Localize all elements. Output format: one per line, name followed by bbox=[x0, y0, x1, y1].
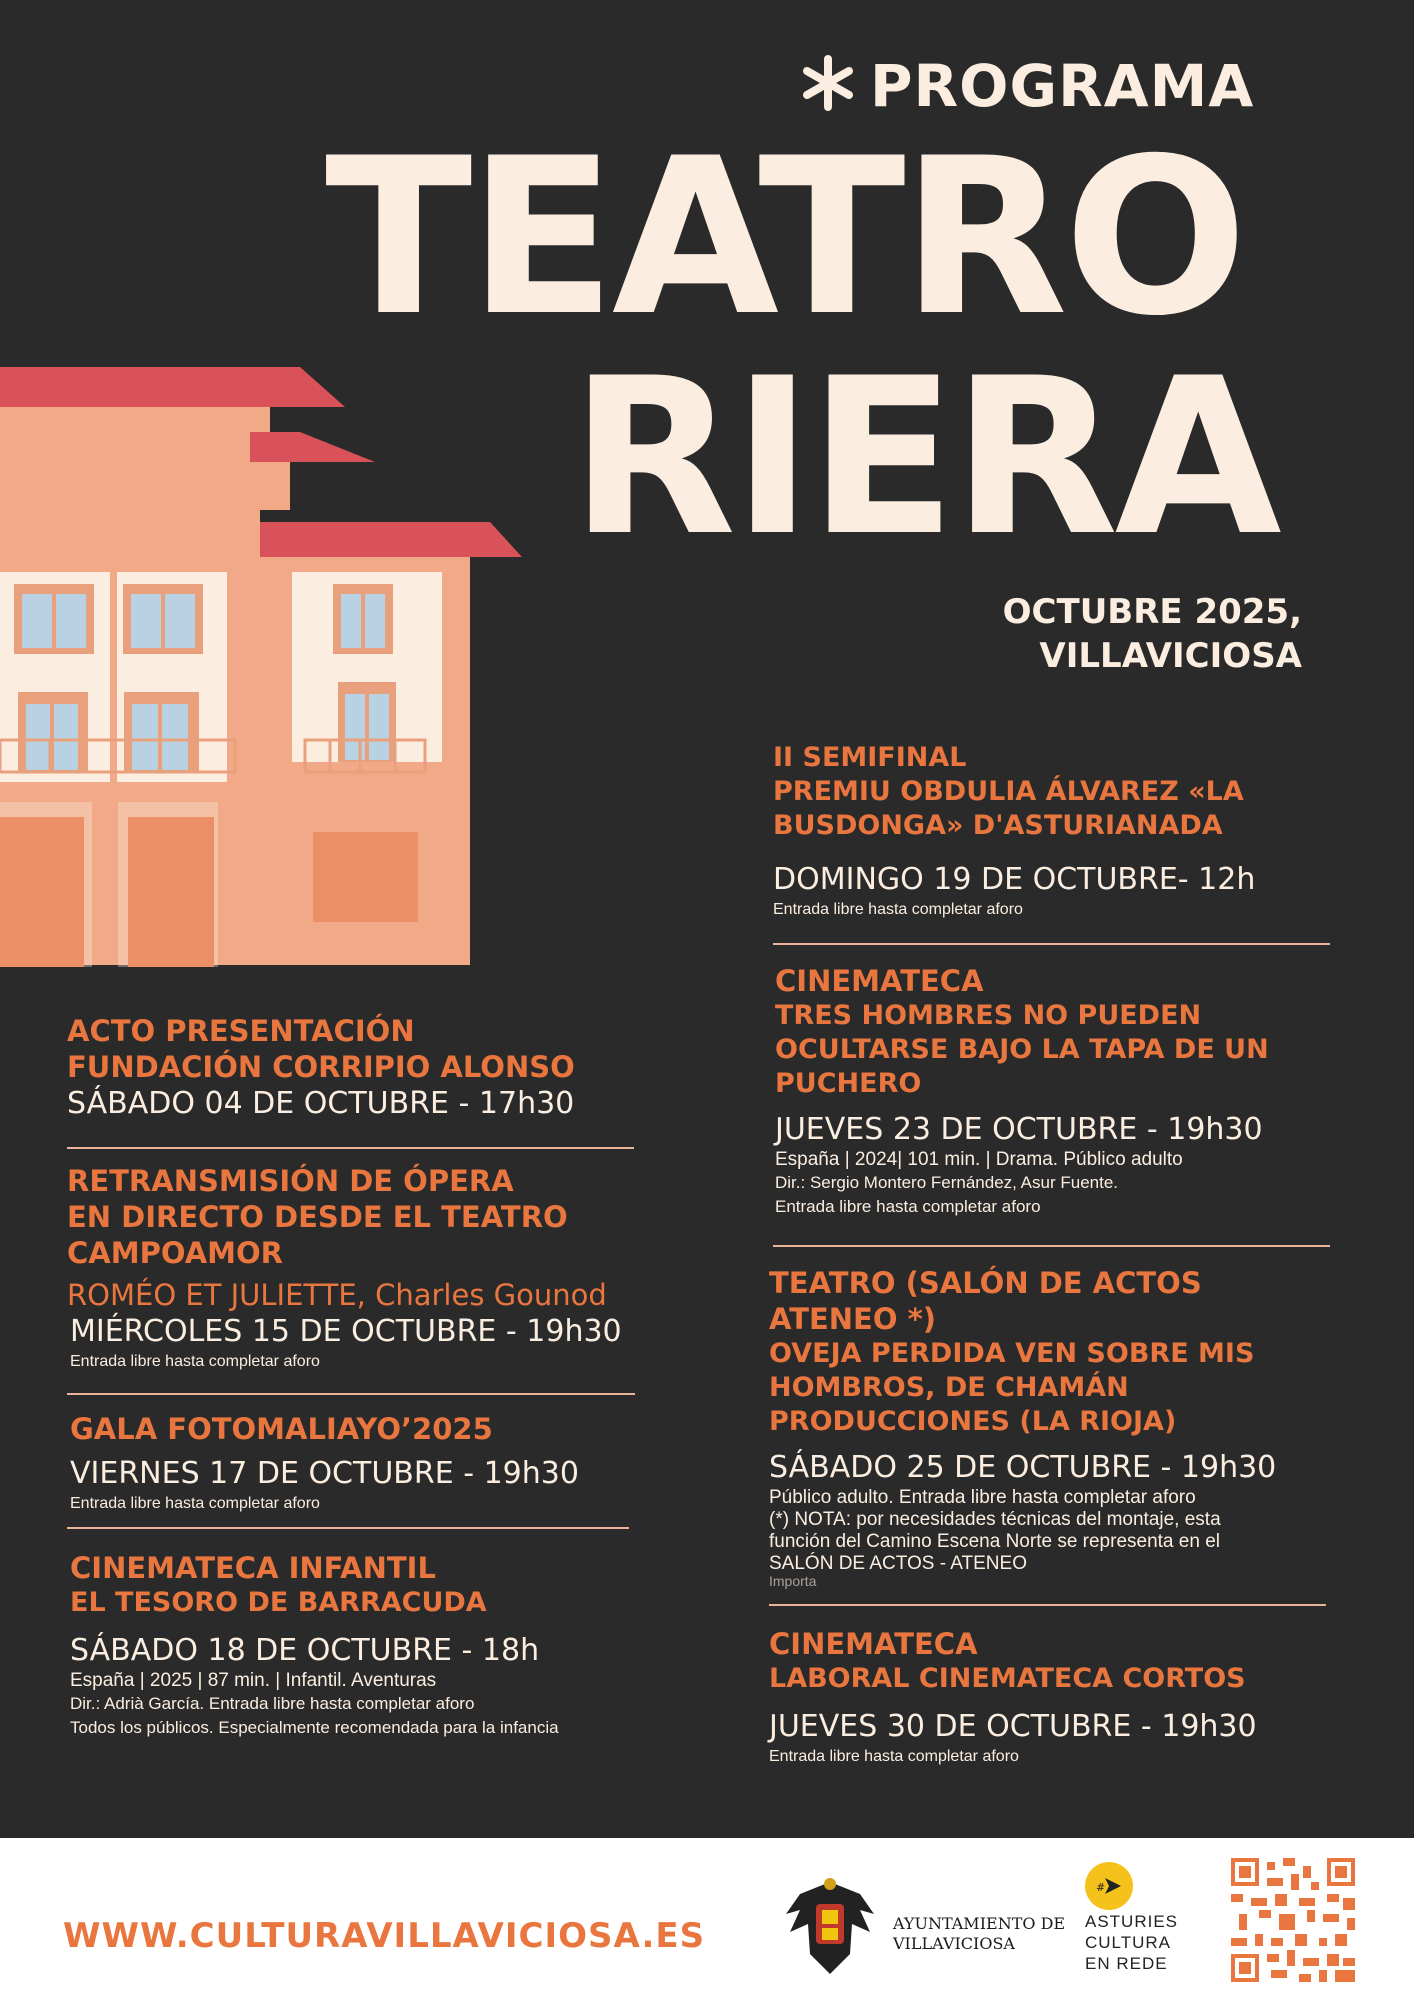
event-title: PREMIU OBDULIA ÁLVAREZ «LA bbox=[773, 776, 1244, 807]
event-title: RETRANSMISIÓN DE ÓPERA bbox=[67, 1164, 514, 1198]
event-date: JUEVES 23 DE OCTUBRE - 19h30 bbox=[775, 1112, 1263, 1147]
asturies-line: CULTURA bbox=[1085, 1933, 1172, 1952]
event-title: TEATRO (SALÓN DE ACTOS bbox=[769, 1266, 1202, 1300]
event-title: CINEMATECA INFANTIL bbox=[70, 1551, 436, 1585]
subtitle-month: OCTUBRE 2025, bbox=[1002, 592, 1302, 632]
event-date: JUEVES 30 DE OCTUBRE - 19h30 bbox=[769, 1709, 1257, 1744]
event-note: Entrada libre hasta completar aforo bbox=[773, 901, 1023, 918]
event-date: SÁBADO 18 DE OCTUBRE - 18h bbox=[70, 1633, 540, 1668]
event-subtitle: OCULTARSE BAJO LA TAPA DE UN bbox=[775, 1034, 1269, 1065]
event-title: II SEMIFINAL bbox=[773, 742, 967, 773]
event-date: SÁBADO 04 DE OCTUBRE - 17h30 bbox=[67, 1086, 575, 1121]
event-note: SALÓN DE ACTOS - ATENEO bbox=[769, 1553, 1027, 1574]
event-note: Entrada libre hasta completar aforo bbox=[775, 1197, 1041, 1216]
event-title: ATENEO *) bbox=[769, 1302, 937, 1336]
event-title: EN DIRECTO DESDE EL TEATRO bbox=[67, 1200, 568, 1234]
event-subtitle: HOMBROS, DE CHAMÁN bbox=[769, 1372, 1129, 1403]
villaviciosa-crest-icon bbox=[780, 1874, 880, 1982]
svg-text:#: # bbox=[1096, 1881, 1106, 1894]
divider bbox=[773, 943, 1330, 945]
event-gala bbox=[70, 1411, 579, 1515]
event-opera bbox=[67, 1163, 622, 1373]
event-subtitle: EL TESORO DE BARRACUDA bbox=[70, 1587, 487, 1618]
event-audience: Todos los públicos. Especialmente recomendada para la infancia bbox=[70, 1718, 559, 1737]
website-link[interactable]: WWW.CULTURAVILLAVICIOSA.ES bbox=[63, 1916, 706, 1956]
asturies-line: ASTURIES bbox=[1085, 1912, 1179, 1931]
event-note: Entrada libre hasta completar aforo bbox=[769, 1748, 1019, 1765]
divider bbox=[67, 1527, 629, 1529]
event-note: Público adulto. Entrada libre hasta completar aforo bbox=[769, 1487, 1196, 1508]
event-date: MIÉRCOLES 15 DE OCTUBRE - 19h30 bbox=[70, 1314, 622, 1349]
event-subtitle: PUCHERO bbox=[775, 1068, 922, 1099]
theatre-building-illustration bbox=[0, 362, 530, 967]
qr-code-icon[interactable] bbox=[1231, 1858, 1355, 1982]
event-note: (*) NOTA: por necesidades técnicas del montaje, esta bbox=[769, 1509, 1221, 1530]
event-teatro-oveja bbox=[769, 1265, 1276, 1587]
event-note: Entrada libre hasta completar aforo bbox=[70, 1495, 320, 1512]
event-title: ACTO PRESENTACIÓN bbox=[67, 1014, 415, 1048]
event-semifinal bbox=[773, 741, 1255, 921]
event-work: ROMÉO ET JULIETTE, Charles Gounod bbox=[67, 1278, 607, 1312]
event-cinemateca-cortos bbox=[769, 1626, 1257, 1768]
divider bbox=[773, 1245, 1330, 1247]
event-cinemateca-infantil bbox=[70, 1550, 559, 1740]
event-info: España | 2024| 101 min. | Drama. Público adulto bbox=[775, 1149, 1183, 1170]
event-title: CINEMATECA bbox=[775, 964, 984, 998]
event-subtitle: OVEJA PERDIDA VEN SOBRE MIS bbox=[769, 1338, 1255, 1369]
event-note: función del Camino Escena Norte se representa en el bbox=[769, 1531, 1220, 1552]
event-title: BUSDONGA» D'ASTURIANADA bbox=[773, 810, 1223, 841]
event-note: Entrada libre hasta completar aforo bbox=[70, 1353, 320, 1370]
event-title: GALA FOTOMALIAYO’2025 bbox=[70, 1412, 493, 1446]
ayto-line: AYUNTAMIENTO DE bbox=[893, 1914, 1066, 1933]
divider bbox=[769, 1604, 1326, 1606]
subtitle-place: VILLAVICIOSA bbox=[1039, 636, 1302, 676]
footer bbox=[0, 1838, 1414, 2000]
event-date: VIERNES 17 DE OCTUBRE - 19h30 bbox=[70, 1456, 579, 1491]
ayuntamiento-label bbox=[893, 1914, 1065, 1954]
asturies-line: EN REDE bbox=[1085, 1954, 1168, 1973]
event-subtitle: PRODUCCIONES (LA RIOJA) bbox=[769, 1406, 1177, 1437]
event-date: SÁBADO 25 DE OCTUBRE - 19h30 bbox=[769, 1450, 1277, 1485]
asturies-cultura-label bbox=[1085, 1911, 1178, 1974]
title-line-2: RIERA bbox=[570, 332, 1278, 583]
event-credits: Dir.: Sergio Montero Fernández, Asur Fuente. bbox=[775, 1173, 1119, 1192]
subtitle bbox=[1003, 590, 1302, 678]
event-acto-presentacion bbox=[67, 1013, 575, 1123]
event-info: España | 2025 | 87 min. | Infantil. Aventuras bbox=[70, 1670, 437, 1691]
event-title: CAMPOAMOR bbox=[67, 1236, 283, 1270]
ayto-line: VILLAVICIOSA bbox=[893, 1934, 1015, 1953]
event-date: DOMINGO 19 DE OCTUBRE- 12h bbox=[773, 862, 1256, 897]
event-subtitle: TRES HOMBRES NO PUEDEN bbox=[775, 1000, 1202, 1031]
event-note-fragment: Importa bbox=[769, 1573, 817, 1589]
event-title: FUNDACIÓN CORRIPIO ALONSO bbox=[67, 1050, 575, 1084]
event-subtitle: LABORAL CINEMATECA CORTOS bbox=[769, 1663, 1246, 1694]
divider bbox=[67, 1393, 635, 1395]
divider bbox=[67, 1147, 634, 1149]
asturies-cultura-logo-icon bbox=[1085, 1862, 1133, 1910]
title-line-1: TEATRO bbox=[325, 112, 1244, 363]
event-title: CINEMATECA bbox=[769, 1627, 978, 1661]
event-credits: Dir.: Adrià García. Entrada libre hasta completar aforo bbox=[70, 1694, 475, 1713]
programa-heading: PROGRAMA bbox=[800, 52, 1254, 125]
event-cinemateca-tres-hombres bbox=[775, 963, 1269, 1219]
